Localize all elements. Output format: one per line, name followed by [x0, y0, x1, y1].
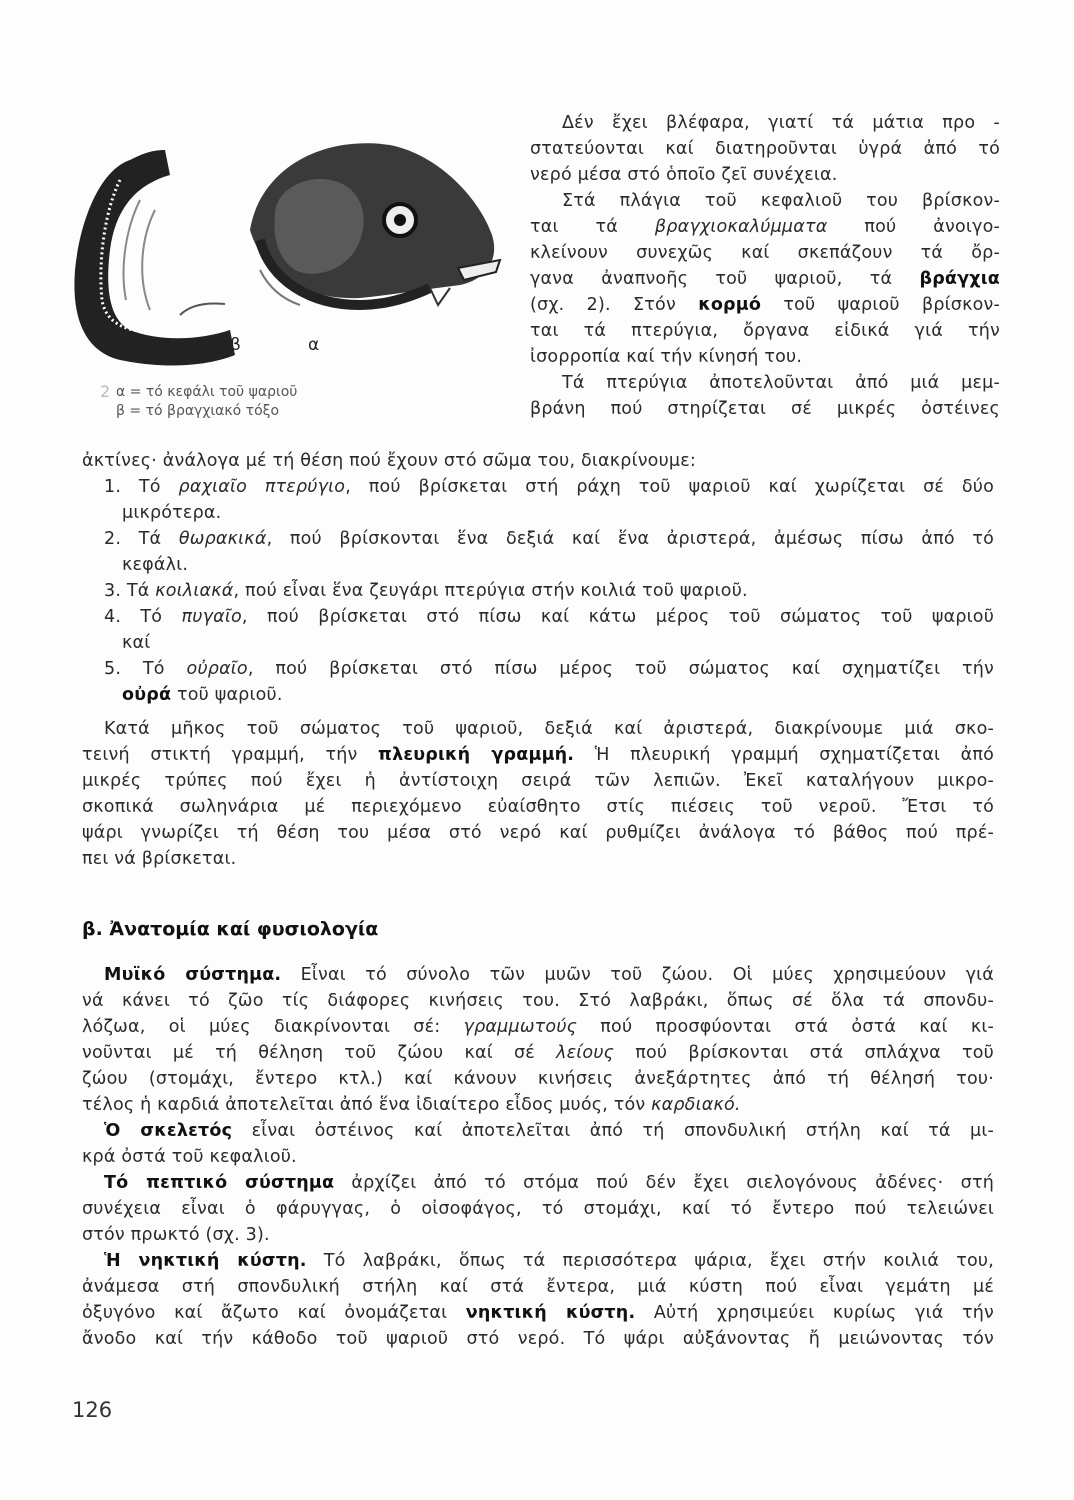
figure-number: 2: [100, 382, 111, 401]
section-heading: β. Ἀνατομία καί φυσιολογία: [82, 918, 379, 940]
muscle-paragraph: Μυϊκό σύστημα. Εἶναι τό σύνολο τῶν μυῶν τοῦ ζώου. Οἱ μύες χρησιμεύουν γιά νά κάνει τό ζῶο τίς διάφορες κινήσεις του. Στό λαβράκι, ὅπως σέ ὅλα τά σπονδυ- λόζωα, οἱ μύες διακρίνονται σέ: γραμμωτούς πού προσφύονται στά ὀστά καί κι- νοῦνται μέ τή θέληση τοῦ ζώου καί σέ λείους πού βρίσκονται στά σπλάχνα τοῦ ζώου (στομάχι, ἔντερο κτλ.) καί κάνουν κινήσεις ἀνεξάρτητες ἀπό τή θέλησή του· τέλος ἡ καρδιά ἀποτελεῖται ἀπό ἕνα ἰδιαίτερο εἶδος μυός, τόν καρδιακό.: [82, 965, 994, 1115]
fish-head-drawing: [250, 143, 500, 305]
main-text: ἀκτίνες· ἀνάλογα μέ τή θέση πού ἔχουν στό σῶμα του, διακρίνουμε: 1. Τό ραχιαῖο πτερύγιο, πού βρίσκεται στή ράχη τοῦ ψαριοῦ καί χωρίζεται σέ δύο μικρότερα. 2. Τά θωρακικά, πού βρίσκονται ἕνα δεξιά καί ἕνα ἀριστερά, ἀμέσως πίσω ἀπό τό κεφάλι. 3. Τά κοιλιακά, πού εἶναι ἕνα ζευγάρι πτερύγια στήν κοιλιά τοῦ ψαριοῦ. 4. Τό πυγαῖο, πού βρίσκεται στό πίσω καί κάτω μέρος τοῦ σώματος τοῦ ψαριοῦ καί 5. Τό οὐραῖο, πού βρίσκεται στό πίσω μέρος τοῦ σώματος καί σχηματίζει τήν οὐρά τοῦ ψαριοῦ. Κατά μῆκος τοῦ σώματος τοῦ ψαριοῦ, δεξιά καί ἀριστερά, διακρίνουμε μιά σκο- τεινή στικτή γραμμή, τήν πλευρική γραμμή. Ἡ πλευρική γραμμή σχηματίζεται ἀπό μικρές τρύπες πού ἔχει ἡ ἀντίστοιχη σειρά τῶν λεπιῶν. Ἐκεῖ καταλήγουν μικρο- σκοπικά σωληνάρια μέ περιεχόμενο εὐαίσθητο στίς πιέσεις τοῦ νεροῦ. Ἔτσι τό ψάρι γνωρίζει τή θέση του μέσα στό νερό καί ρυθμίζει ἀνάλογα τό βάθος πού πρέ- πει νά βρίσκεται.: [82, 448, 994, 872]
skeleton-paragraph: Ὁ σκελετός εἶναι ὀστέινος καί ἀποτελεῖται ἀπό τή σπονδυλική στήλη καί τά μι- κρά ὀστά τοῦ κεφαλιοῦ.: [82, 1121, 995, 1167]
lateral-line-paragraph: Κατά μῆκος τοῦ σώματος τοῦ ψαριοῦ, δεξιά καί ἀριστερά, διακρίνουμε μιά σκο- τεινή στικτή γραμμή, τήν πλευρική γραμμή. Ἡ πλευρική γραμμή σχηματίζεται ἀπό μικρές τρύπες πού ἔχει ἡ ἀντίστοιχη σειρά τῶν λεπιῶν. Ἐκεῖ καταλήγουν μικρο- σκοπικά σωληνάρια μέ περιεχόμενο εὐαίσθητο στίς πιέσεις τοῦ νεροῦ. Ἔτσι τό ψάρι γνωρίζει τή θέση του μέσα στό νερό καί ρυθμίζει ἀνάλογα τό βάθος πού πρέ- πει νά βρίσκεται.: [82, 719, 995, 869]
caption-beta: β = τό βραγχιακό τόξο: [116, 403, 280, 419]
list-item: 1. Τό ραχιαῖο πτερύγιο, πού βρίσκεται στή ράχη τοῦ ψαριοῦ καί χωρίζεται σέ δύο: [104, 477, 994, 497]
anatomy-text: [82, 962, 994, 1352]
fish-figure: [60, 120, 520, 380]
list-item: 4. Τό πυγαῖο, πού βρίσκεται στό πίσω καί κάτω μέρος τοῦ σώματος τοῦ ψαριοῦ: [104, 607, 995, 627]
digestive-paragraph: Τό πεπτικό σύστημα ἀρχίζει ἀπό τό στόμα πού δέν ἔχει σιελογόνους ἀδένες· στή συνέχεια εἶναι ὁ φάρυγγας, ὁ οἰσοφάγος, τό στομάχι, καί τό ἔντερο πού τελειώνει στόν πρωκτό (σχ. 3).: [82, 1173, 994, 1245]
fin-list: 1. Τό ραχιαῖο πτερύγιο, πού βρίσκεται στή ράχη τοῦ ψαριοῦ καί χωρίζεται σέ δύο μικρότερα. 2. Τά θωρακικά, πού βρίσκονται ἕνα δεξιά καί ἕνα ἀριστερά, ἀμέσως πίσω ἀπό τό κεφάλι. 3. Τά κοιλιακά, πού εἶναι ἕνα ζευγάρι πτερύγια στήν κοιλιά τοῦ ψαριοῦ. 4. Τό πυγαῖο, πού βρίσκεται στό πίσω καί κάτω μέρος τοῦ σώματος τοῦ ψαριοῦ καί 5. Τό οὐραῖο, πού βρίσκεται στό πίσω μέρος τοῦ σώματος καί σχηματίζει τήν οὐρά τοῦ ψαριοῦ.: [82, 474, 994, 708]
label-beta: β: [230, 335, 241, 355]
right-column-text: Δέν ἔχει βλέφαρα, γιατί τά μάτια προ - στατεύονται καί διατηροῦνται ὑγρά ἀπό τό νερό μέσα στό ὁποῖο ζεῖ συνέχεια. Στά πλάγια τοῦ κεφαλιοῦ του βρίσκον- ται τά βραγχιοκαλύμματα πού ἀνοιγο- κλείνουν συνεχῶς καί σκεπάζουν τά ὄρ- γανα ἀναπνοῆς τοῦ ψαριοῦ, τά βράγχια (σχ. 2). Στόν κορμό τοῦ ψαριοῦ βρίσκον- ται τά πτερύγια, ὄργανα εἰδικά γιά τήν ἰσορροπία καί τήν κίνησή του. Τά πτερύγια ἀποτελοῦνται ἀπό μιά μεμ- βράνη πού στηρίζεται σέ μικρές ὀστέινες: [530, 113, 1000, 419]
fish-illustration: [60, 120, 520, 380]
caption-alpha: α = τό κεφάλι τοῦ ψαριοῦ: [116, 384, 298, 400]
label-alpha: α: [308, 335, 320, 355]
page-number: 126: [72, 1398, 113, 1422]
list-item: 2. Τά θωρακικά, πού βρίσκονται ἕνα δεξιά καί ἕνα ἀριστερά, ἀμέσως πίσω ἀπό τό: [104, 529, 994, 549]
bladder-paragraph: Ἡ νηκτική κύστη. Τό λαβράκι, ὅπως τά περισσότερα ψάρια, ἔχει στήν κοιλιά του, ἀνάμεσα στή σπονδυλική στήλη καί στά ἔντερα, μιά κύστη πού εἶναι γεμάτη μέ ὀξυγόνο καί ἄζωτο καί ὀνομάζεται νηκτική κύστη. Αὐτή χρησιμεύει κυρίως γιά τήν ἄνοδο καί τήν κάθοδο τοῦ ψαριοῦ στό νερό. Τό ψάρι αὐξάνοντας ἤ μειώνοντας τόν: [82, 1251, 995, 1349]
gill-arch-drawing: [74, 150, 235, 365]
list-item: 5. Τό οὐραῖο, πού βρίσκεται στό πίσω μέρος τοῦ σώματος καί σχηματίζει τήν: [104, 659, 995, 679]
list-item: 3. Τά κοιλιακά, πού εἶναι ἕνα ζευγάρι πτερύγια στήν κοιλιά τοῦ ψαριοῦ.: [104, 581, 748, 601]
